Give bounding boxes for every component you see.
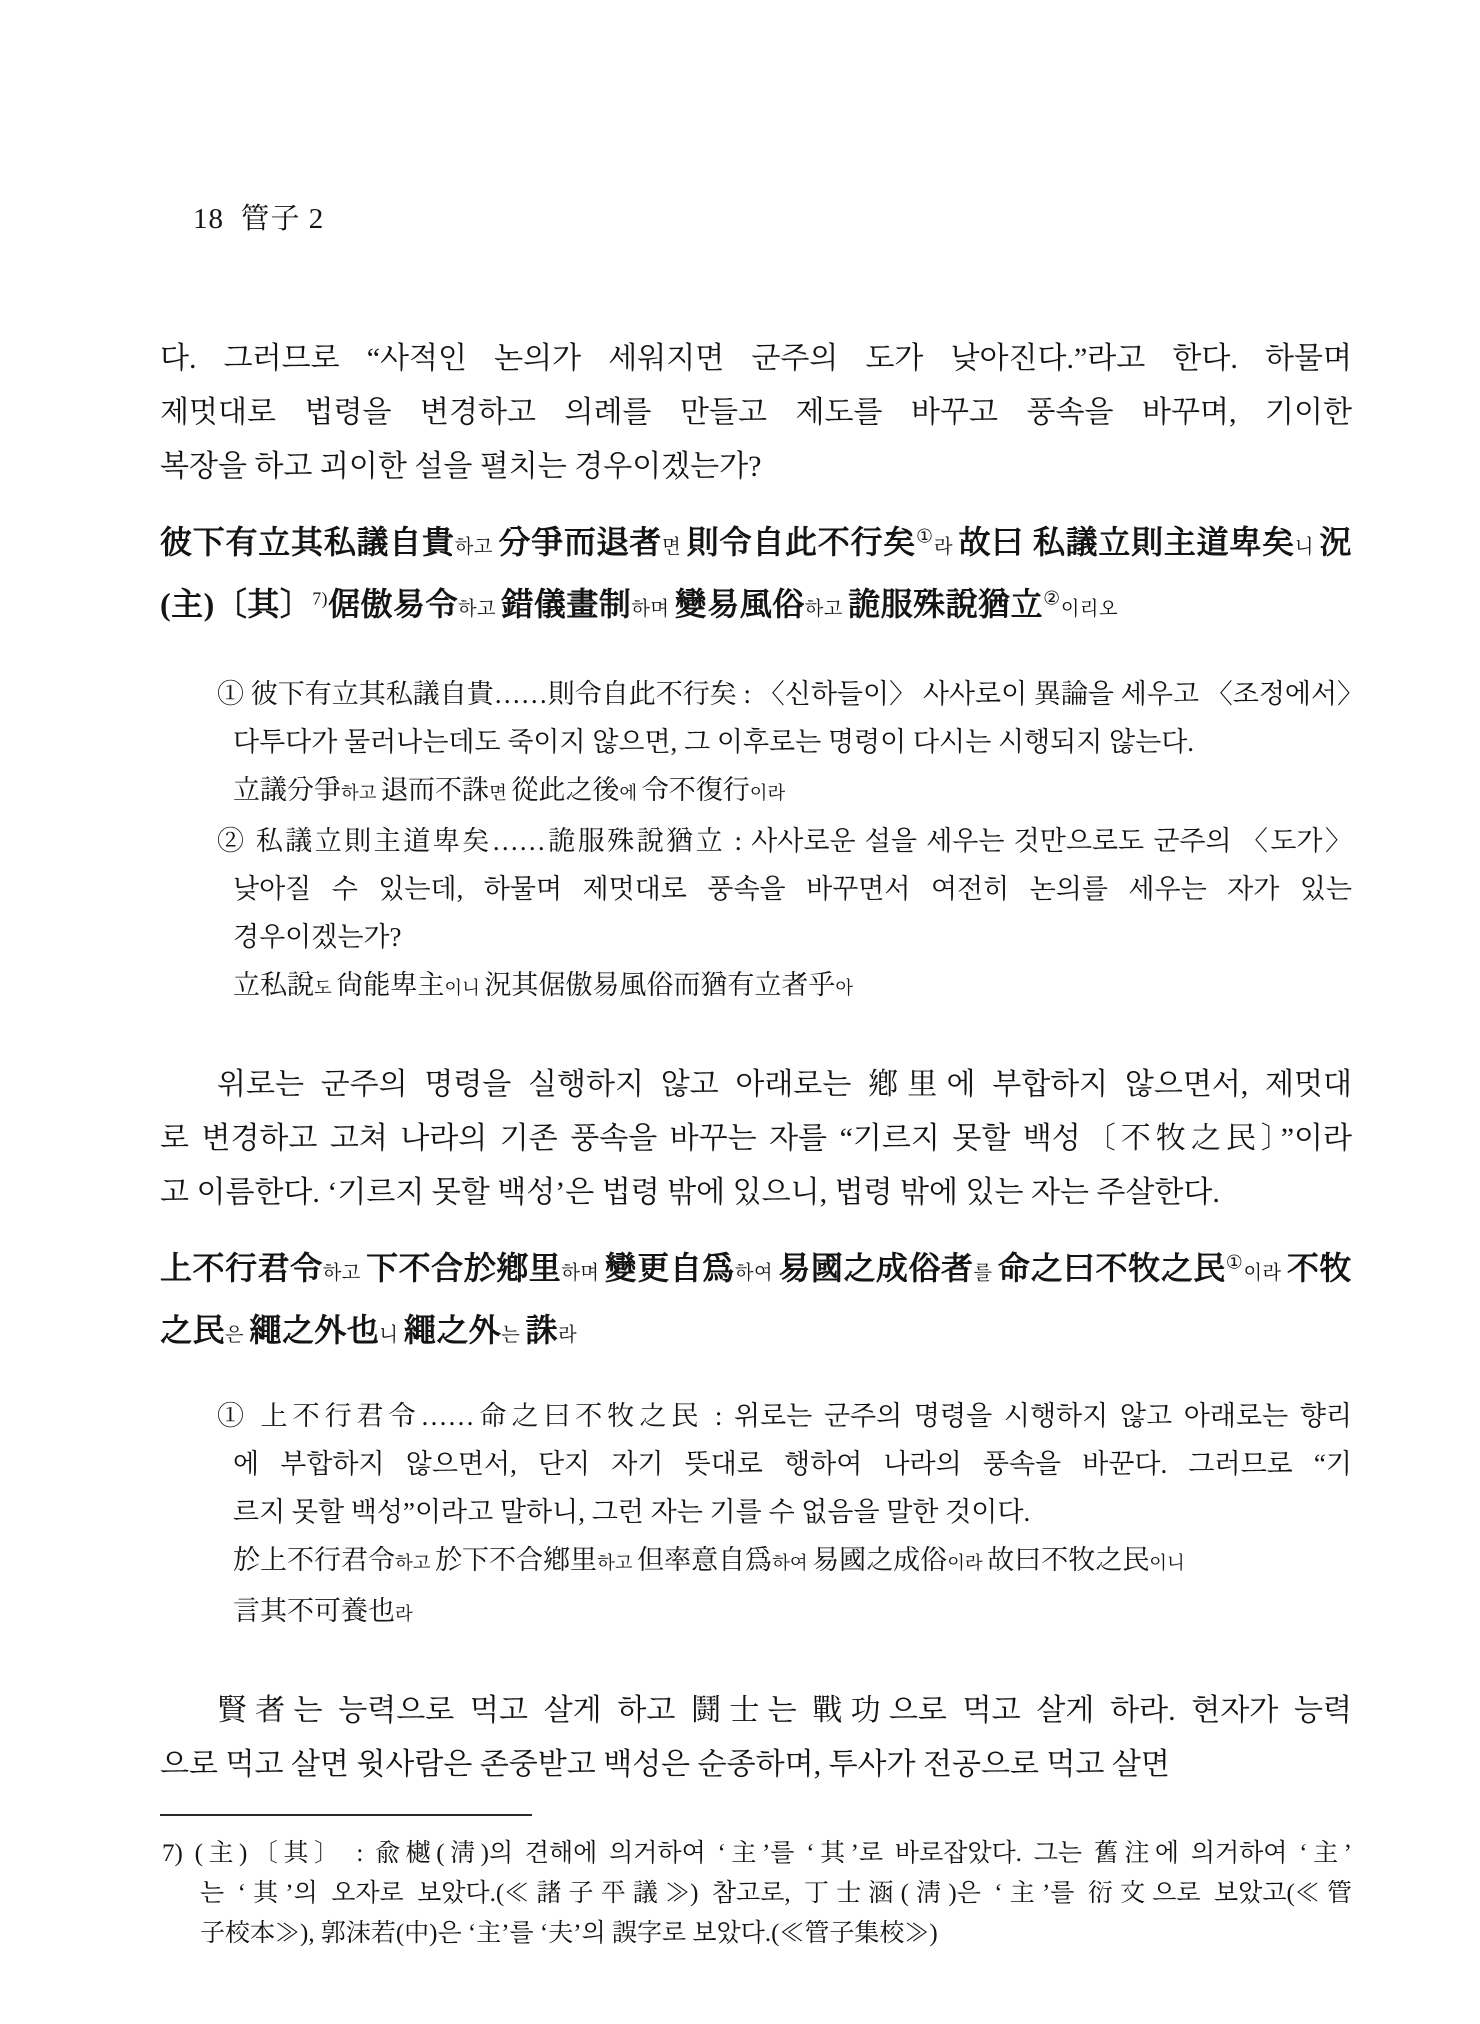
hanja-text: 易國之成俗者 xyxy=(778,1250,974,1286)
body-paragraph-1-line: 제멋대로 법령을 변경하고 의례를 만들고 제도를 바꾸고 풍속을 바꾸며, 기이한 xyxy=(160,396,1352,429)
korean-particle: 이라 xyxy=(749,783,786,803)
hanja-text: 但率意自爲 xyxy=(637,1545,773,1575)
hanja-text: 況其倨傲易風俗而猶有立者乎 xyxy=(484,970,836,1000)
circled-ref-mark: ① xyxy=(916,526,934,548)
korean-particle: 라 xyxy=(558,1325,578,1346)
korean-particle: 에 xyxy=(619,783,642,803)
annotation-translation xyxy=(217,1392,1352,1536)
annotation-translation-line: 경우이겠는가? xyxy=(233,922,402,952)
body-paragraph-3 xyxy=(160,1684,1352,1792)
hanmun-block-2-line xyxy=(160,1302,1352,1364)
footnote-separator-rule xyxy=(160,1814,532,1816)
hanja-text: 令不復行 xyxy=(641,775,750,805)
korean-particle: 이니 xyxy=(1149,1553,1185,1573)
hanja-text: 於上不行君令 xyxy=(233,1545,395,1575)
korean-particle: 하고 xyxy=(804,599,849,620)
korean-particle: 이라 xyxy=(947,1553,988,1573)
korean-particle: 하여 xyxy=(734,1263,779,1284)
hanja-text: 況 xyxy=(1319,524,1352,560)
korean-particle: 하고 xyxy=(395,1553,436,1573)
hanja-text: 彼下有立其私議自貴 xyxy=(160,524,455,560)
hanja-text: 詭服殊說猶立 xyxy=(848,586,1044,622)
korean-particle: 이리오 xyxy=(1060,599,1118,620)
hanja-text: 繩之外 xyxy=(403,1312,502,1348)
hanja-text: 易國之成俗 xyxy=(812,1545,948,1575)
korean-particle: 하고 xyxy=(597,1553,638,1573)
annotation-citation xyxy=(233,766,1352,817)
korean-particle: 니 xyxy=(379,1325,404,1346)
hanja-text: 之民 xyxy=(160,1312,226,1348)
body-paragraph-2-line: 위로는 군주의 명령을 실행하지 않고 아래로는 鄕里에 부합하지 않으면서, 제멋대 xyxy=(217,1068,1352,1101)
annotation-item-2 xyxy=(160,817,1352,1012)
korean-particle: 이니 xyxy=(444,978,485,998)
hanja-text: 上不行君令 xyxy=(160,1250,323,1286)
annotation-translation-line: ① 彼下有立其私議自貴……則令自此不行矣 : 〈신하들이〉 사사로이 異論을 세우고 〈조정에서〉 xyxy=(217,679,1365,709)
korean-particle: 하고 xyxy=(341,783,382,803)
korean-particle: 하고 xyxy=(454,537,499,558)
page-header xyxy=(160,168,1352,270)
korean-particle: 하고 xyxy=(322,1263,367,1284)
hanja-text: 言其不可養也 xyxy=(233,1596,395,1626)
hanja-text: 錯儀畫制 xyxy=(501,586,632,622)
footnote-ref-mark: 7) xyxy=(312,588,328,609)
hanja-text: 繩之外也 xyxy=(249,1312,380,1348)
annotation-translation xyxy=(217,670,1365,766)
annotation-translation-line: 다투다가 물러나는데도 죽이지 않으면, 그 이후로는 명령이 다시는 시행되지 않는다. xyxy=(233,727,1195,757)
korean-particle: 하고 xyxy=(458,599,502,620)
body-paragraph-1-line: 복장을 하고 괴이한 설을 펼치는 경우이겠는가? xyxy=(160,450,762,483)
annotation-citation xyxy=(233,961,1352,1012)
hanja-text: 分爭而退者 xyxy=(498,524,663,560)
body-paragraph-1-line: 다. 그러므로 “사적인 논의가 세워지면 군주의 도가 낮아진다.”라고 한다. 하물며 xyxy=(160,342,1352,375)
body-paragraph-1 xyxy=(160,332,1352,494)
hanja-text: 變更自爲 xyxy=(604,1250,735,1286)
hanja-text: 命之曰不牧之民 xyxy=(997,1250,1226,1286)
korean-particle: 라 xyxy=(933,537,959,558)
hanja-text: 下不合於鄕里 xyxy=(366,1250,562,1286)
annotation-translation-line: 에 부합하지 않으면서, 단지 자기 뜻대로 행하여 나라의 풍속을 바꾼다. 그러므로 “기 xyxy=(233,1449,1352,1479)
annotation-citation-line xyxy=(233,1536,1352,1587)
korean-particle: 는 xyxy=(501,1325,526,1346)
hanja-text: 誅 xyxy=(525,1312,559,1348)
footnote-line: 7) (主)〔其〕 : 兪樾(淸)의 견해에 의거하여 ‘主’를 ‘其’로 바로잡았다. 그는 舊注에 의거하여 ‘主’ xyxy=(162,1840,1352,1867)
korean-particle: 라 xyxy=(395,1604,413,1624)
body-paragraph-3-line: 賢者는 능력으로 먹고 살게 하고 鬪士는 戰功으로 먹고 살게 하라. 현자가 능력 xyxy=(217,1694,1352,1727)
hanmun-block-1-line xyxy=(160,576,1352,638)
korean-particle: 면 xyxy=(662,537,687,558)
body-paragraph-3-line: 으로 먹고 살면 윗사람은 존중받고 백성은 순종하며, 투사가 전공으로 먹고 살면 xyxy=(160,1748,1170,1781)
hanja-text: 於下不合鄕里 xyxy=(435,1545,598,1575)
korean-particle: 아 xyxy=(835,978,854,998)
annotation-section-1 xyxy=(160,670,1365,1012)
hanja-text: 則令自此不行矣 xyxy=(686,524,917,560)
hanja-text: 不牧 xyxy=(1286,1250,1352,1286)
korean-particle: 면 xyxy=(489,783,512,803)
hanja-text: 從此之後 xyxy=(511,775,620,805)
annotation-item-1 xyxy=(160,670,1365,817)
korean-particle: 를 xyxy=(973,1263,998,1284)
annotation-translation xyxy=(217,817,1352,961)
korean-particle: 도 xyxy=(314,978,337,998)
annotation-citation-line xyxy=(233,1587,1352,1638)
annotation-citation-line xyxy=(233,766,1352,817)
footnote xyxy=(160,1834,1352,1954)
footnote-line: 는 ‘其’의 오자로 보았다.(≪諸子平議≫) 참고로, 丁士涵(淸)은 ‘主’를 衍文으로 보았고(≪管 xyxy=(200,1880,1352,1907)
annotation-citation-line xyxy=(233,961,1352,1012)
circled-ref-mark: ① xyxy=(1225,1252,1244,1274)
korean-particle: 하며 xyxy=(561,1263,605,1284)
hanja-text: 立議分爭 xyxy=(233,775,341,805)
body-paragraph-2 xyxy=(160,1058,1352,1220)
hanmun-block-2 xyxy=(160,1240,1352,1364)
korean-particle: 은 xyxy=(225,1325,250,1346)
hanja-text: 退而不誅 xyxy=(381,775,490,805)
hanja-text: 變易風俗 xyxy=(674,586,805,622)
annotation-translation-line: ① 上不行君令……命之曰不牧之民 : 위로는 군주의 명령을 시행하지 않고 아래로는 향리 xyxy=(217,1401,1352,1431)
body-paragraph-2-line: 로 변경하고 고쳐 나라의 기존 풍속을 바꾸는 자를 “기르지 못할 백성〔不牧之民〕”이라 xyxy=(160,1122,1352,1155)
hanja-text: 立私說 xyxy=(233,970,314,1000)
korean-particle: 니 xyxy=(1294,537,1320,558)
korean-particle: 하며 xyxy=(631,599,675,620)
annotation-citation xyxy=(233,1536,1352,1638)
circled-ref-mark: ② xyxy=(1043,588,1061,610)
hanja-text: 故曰不牧之民 xyxy=(987,1545,1150,1575)
annotation-section-2 xyxy=(160,1392,1352,1638)
annotation-item-3 xyxy=(160,1392,1352,1638)
hanja-text: 故曰 私議立則主道卑矣 xyxy=(958,524,1295,560)
korean-particle: 하여 xyxy=(772,1553,813,1573)
annotation-translation-line: 르지 못할 백성”이라고 말하니, 그런 자는 기를 수 없음을 말한 것이다. xyxy=(233,1497,1031,1527)
body-paragraph-2-line: 고 이름한다. ‘기르지 못할 백성’은 법령 밖에 있으니, 법령 밖에 있는 자는 주살한다. xyxy=(160,1176,1220,1209)
annotation-translation-line: ② 私議立則主道卑矣……詭服殊說猶立 : 사사로운 설을 세우는 것만으로도 군주의 〈도가〉 xyxy=(217,826,1352,856)
hanja-text: (主)〔其〕 xyxy=(160,586,313,622)
page-header-text: 18 管子 2 xyxy=(193,203,325,235)
hanmun-block-2-line xyxy=(160,1240,1352,1302)
korean-particle: 이라 xyxy=(1243,1263,1287,1284)
footnote-line: 子校本≫), 郭沫若(中)은 ‘主’를 ‘夫’의 誤字로 보았다.(≪管子集校≫) xyxy=(200,1920,938,1947)
annotation-translation-line: 낮아질 수 있는데, 하물며 제멋대로 풍속을 바꾸면서 여전히 논의를 세우는 자가 있는 xyxy=(233,874,1352,904)
hanja-text: 倨傲易令 xyxy=(327,586,458,622)
hanja-text: 尙能卑主 xyxy=(336,970,445,1000)
hanmun-block-1-line xyxy=(160,514,1352,576)
hanmun-block-1 xyxy=(160,514,1352,638)
